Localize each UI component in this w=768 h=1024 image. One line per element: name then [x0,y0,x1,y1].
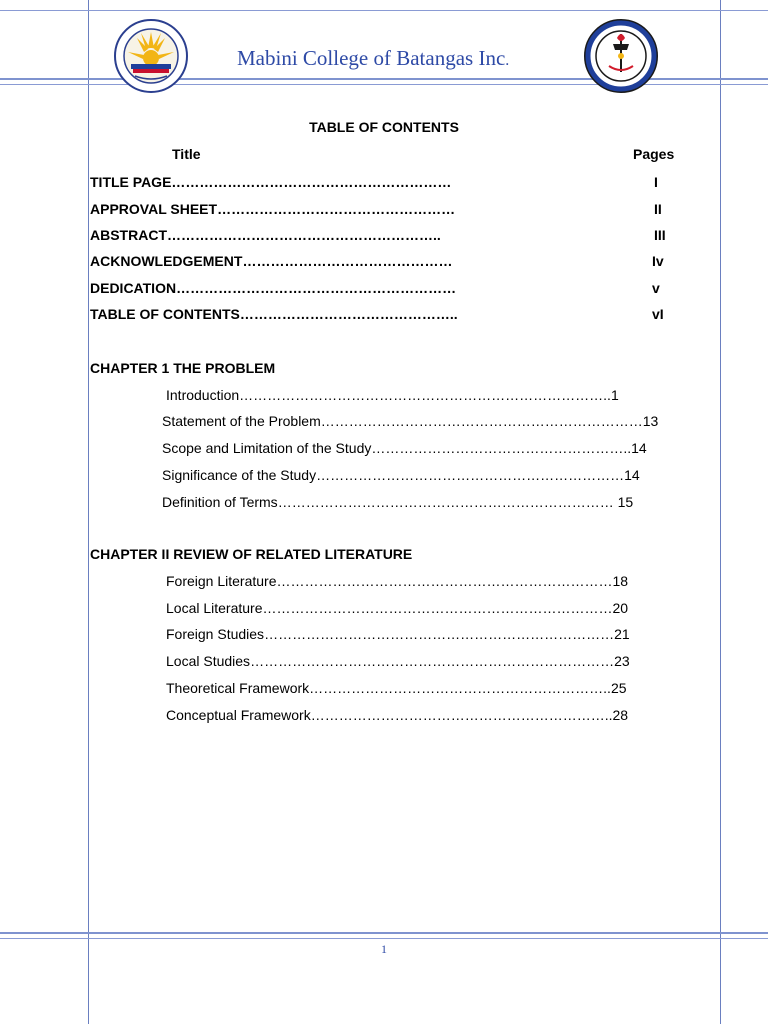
toc-entry-label: Scope and Limitation of the Study [162,440,372,456]
column-header-pages: Pages [633,146,675,162]
header-rule-top [0,10,768,11]
toc-leader: ………………………………………………………… [316,467,625,483]
toc-entry-label: Introduction [166,387,240,403]
toc-entry-label: TITLE PAGE [90,174,172,190]
toc-entry [166,707,628,723]
toc-entry-page: 20 [612,600,629,616]
toc-entry-label: Theoretical Framework [166,680,310,696]
toc-entry-page: 14 [624,467,640,483]
toc-entry-label: APPROVAL SHEET [90,201,218,217]
toc-leader: ……………………………………….. [239,306,458,322]
toc-leader: ……………………………………………………….. [310,707,613,723]
toc-entry-label: DEDICATION [90,280,177,296]
toc-entry [90,174,658,190]
toc-entry [166,387,619,403]
college-seal-icon [583,18,659,94]
toc-entry [166,573,628,589]
toc-entry [90,280,660,296]
toc-leader: …………………………………………………………… [320,413,643,429]
toc-entry-label: Statement of the Problem [162,413,321,429]
toc-entry [90,201,662,217]
toc-entry-page: II [654,201,662,217]
toc-entry [162,494,633,510]
toc-entry-page: 14 [631,440,647,456]
toc-leader: …………………………………………………………………….. [239,387,611,403]
toc-heading: TABLE OF CONTENTS [309,119,459,135]
toc-entry-label: Foreign Literature [166,573,277,589]
toc-entry-page: 1 [610,387,619,403]
toc-leader: …………………………………………………………………… [250,653,615,669]
footer-rule-top [0,932,768,934]
toc-entry [166,680,627,696]
toc-entry-page: v [652,280,660,296]
column-header-title: Title [172,146,201,162]
toc-leader: ……………………………………………………….. [309,680,611,696]
toc-entry-label: ABSTRACT [90,227,167,243]
toc-entry [90,227,666,243]
toc-leader: ………………………………………………………………… [264,626,615,642]
toc-entry-page: 13 [642,413,659,429]
toc-leader: ……………………………………………………………… [276,573,613,589]
toc-entry-label: ACKNOWLEDGEMENT [90,253,243,269]
toc-entry-label: Local Literature [166,600,263,616]
toc-leader: ……………………………………… [242,253,453,269]
toc-leader: ………………………………………………….. [167,227,441,243]
toc-leader: ………………………………………………………………… [262,600,613,616]
footer-rule-sub [0,938,768,939]
toc-leader: …………………………………………………… [171,174,452,190]
toc-entry-label: TABLE OF CONTENTS [90,306,240,322]
chapter-title: CHAPTER II REVIEW OF RELATED LITERATURE [90,546,413,562]
toc-entry-page: vI [652,306,664,322]
toc-entry-label: Definition of Terms [162,494,278,510]
toc-entry [162,413,658,429]
toc-entry-page: 15 [617,494,634,510]
toc-entry-page: 25 [610,680,627,696]
margin-rule-left [88,0,89,1024]
toc-entry-page: 28 [612,707,629,723]
toc-entry-page: 21 [614,626,630,642]
toc-entry-page: 23 [614,653,630,669]
ched-seal-icon [113,18,189,94]
page-number: 1 [381,942,387,956]
toc-entry [166,626,630,642]
toc-leader: …………………………………………… [217,201,456,217]
toc-leader: ……………………………………………………………… [277,494,614,510]
toc-entry-page: III [654,227,666,243]
toc-entry-label: Local Studies [166,653,251,669]
toc-entry-page: 18 [612,573,629,589]
toc-entry-page: I [654,174,658,190]
margin-rule-right [720,0,721,1024]
toc-leader: ……………………………………………….. [371,440,632,456]
toc-entry [90,306,664,322]
toc-entry [166,653,630,669]
toc-entry-page: Iv [652,253,664,269]
toc-entry-label: Conceptual Framework [166,707,311,723]
chapter-title: CHAPTER 1 THE PROBLEM [90,360,276,376]
toc-entry [162,440,647,456]
toc-entry [162,467,640,483]
toc-entry-label: Foreign Studies [166,626,265,642]
institution-name: Mabini College of Batangas Inc. [237,46,510,70]
toc-entry [90,253,664,269]
toc-leader: …………………………………………………… [176,280,457,296]
toc-entry [166,600,628,616]
toc-entry-label: Significance of the Study [162,467,317,483]
